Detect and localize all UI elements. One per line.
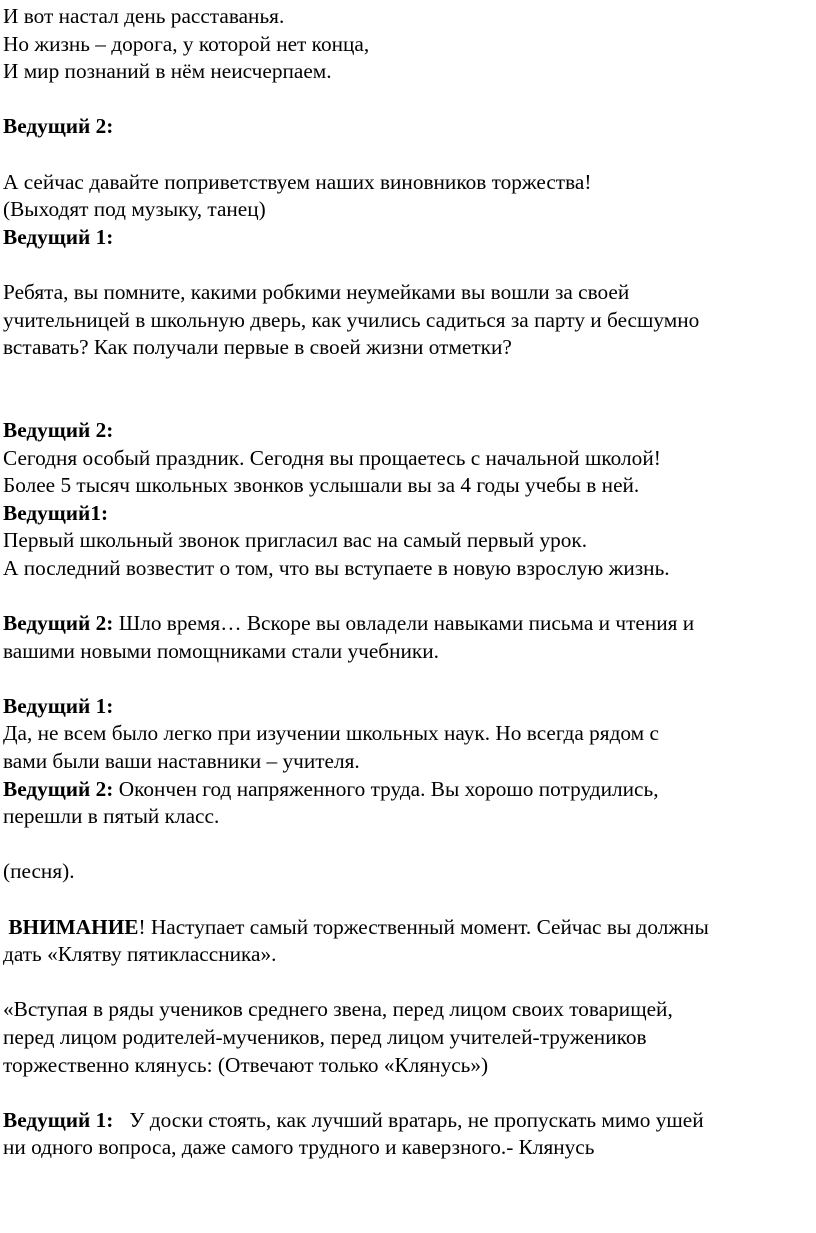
stage-direction: (Выходят под музыку, танец) — [3, 197, 266, 222]
poem-line: Но жизнь – дорога, у которой нет конца, — [3, 31, 370, 56]
poem-line: И мир познаний в нём неисчерпаем. — [3, 59, 332, 84]
speaker-heading — [3, 417, 815, 445]
paragraph-line: ни одного вопроса, даже самого трудного и каверзного.- Клянусь — [3, 1135, 595, 1160]
paragraph-text: Окончен год напряженного труда. Вы хорошо потрудились, — [113, 776, 659, 801]
oath-line: перед лицом родителей-мучеников, перед лицом учителей-тружеников — [3, 1024, 647, 1049]
paragraph-line: А последний возвестит о том, что вы вступаете в новую взрослую жизнь. — [3, 555, 670, 580]
speaker-name: Ведущий 2: — [3, 776, 114, 801]
blank-line — [3, 86, 815, 114]
speaker-paragraph-line — [3, 1107, 815, 1135]
blank-line — [3, 582, 815, 610]
speaker-heading — [3, 224, 815, 252]
paragraph-line: Ребята, вы помните, какими робкими неумейками вы вошли за своей — [3, 279, 630, 304]
paragraph-line: учительницей в школьную дверь, как учились садиться за парту и бесшумно — [3, 307, 700, 332]
paragraph-line: Сегодня особый праздник. Сегодня вы прощаетесь с начальной школой! — [3, 445, 661, 470]
paragraph-line: вставать? Как получали первые в своей жизни отметки? — [3, 335, 512, 360]
speaker-name: Ведущий 2: — [3, 417, 114, 442]
speaker-paragraph-line — [3, 610, 815, 638]
paragraph-text: ! Наступает самый торжественный момент. Сейчас вы должны — [138, 914, 709, 939]
speaker-name: Ведущий 1: — [3, 693, 114, 718]
blank-line — [3, 886, 815, 914]
blank-line — [3, 969, 815, 997]
poem-line: И вот настал день расставанья. — [3, 4, 285, 28]
paragraph-line: Да, не всем было легко при изучении школьных наук. Но всегда рядом с — [3, 721, 659, 746]
oath-line: торжественно клянусь: (Отвечают только «Клянусь») — [3, 1052, 489, 1077]
speaker-name: Ведущий 1: — [3, 1107, 114, 1132]
blank-line — [3, 141, 815, 169]
speaker-name: Ведущий1: — [3, 500, 109, 525]
blank-line — [3, 665, 815, 693]
paragraph-line: Первый школьный звонок пригласил вас на самый первый урок. — [3, 528, 588, 553]
paragraph-line: дать «Клятву пятиклассника». — [3, 942, 277, 967]
paragraph-line: Более 5 тысяч школьных звонков услышали вы за 4 годы учебы в ней. — [3, 473, 640, 498]
attention-word: ВНИМАНИЕ — [8, 914, 139, 939]
blank-line — [3, 362, 815, 417]
attention-line — [3, 914, 815, 942]
document-page — [3, 3, 815, 1162]
paragraph-line: вашими новыми помощниками стали учебники. — [3, 638, 439, 663]
paragraph-text: У доски стоять, как лучший вратарь, не пропускать мимо ушей — [113, 1107, 704, 1132]
blank-line — [3, 1079, 815, 1107]
paragraph-line: перешли в пятый класс. — [3, 804, 220, 829]
blank-line — [3, 251, 815, 279]
speaker-heading — [3, 693, 815, 721]
paragraph-text: Шло время… Вскоре вы овладели навыками письма и чтения и — [113, 611, 695, 636]
blank-line — [3, 831, 815, 859]
speaker-name: Ведущий 2: — [3, 611, 114, 636]
speaker-paragraph-line — [3, 776, 815, 804]
oath-line: «Вступая в ряды учеников среднего звена, перед лицом своих товарищей, — [3, 997, 673, 1022]
stage-direction: (песня). — [3, 859, 75, 884]
speaker-name: Ведущий 1: — [3, 224, 114, 249]
paragraph-line: вами были ваши наставники – учителя. — [3, 749, 360, 774]
speaker-heading — [3, 113, 815, 141]
speaker-name: Ведущий 2: — [3, 114, 114, 139]
paragraph-line: А сейчас давайте поприветствуем наших виновников торжества! — [3, 169, 592, 194]
speaker-heading — [3, 500, 815, 528]
